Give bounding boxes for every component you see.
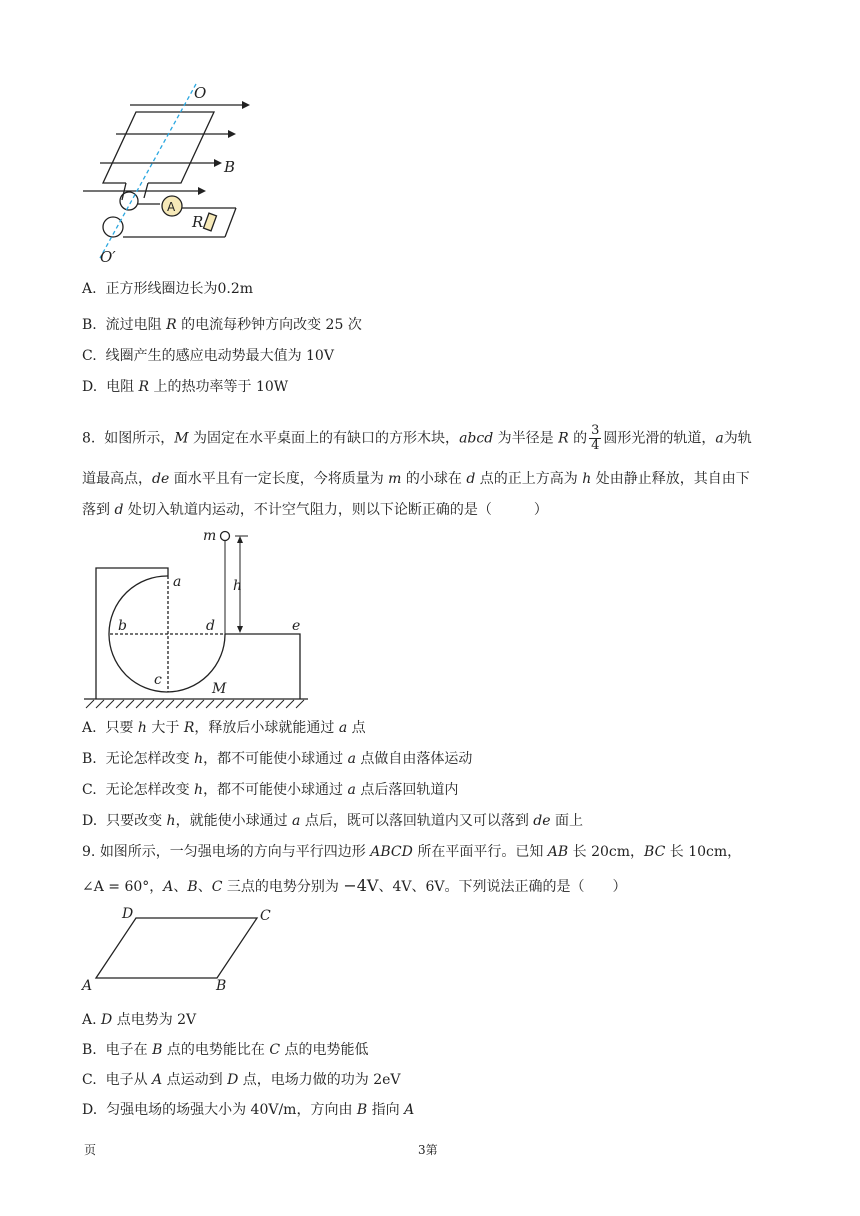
fig8-label-d: d xyxy=(206,618,215,634)
q7-option-a: A. 正方形线圈边长为0.2m xyxy=(82,281,254,297)
fig8-label-a: a xyxy=(173,574,182,590)
q8-stem-line2: 道最高点，de 面水平且有一定长度，今将质量为 m 的小球在 d 点的正上方高为 h 处由静止释放，其自由下 xyxy=(82,471,750,487)
figure-q8-track xyxy=(82,526,314,710)
q9-option-d: D. 匀强电场的场强大小为 40V/m，方向由 B 指向 A xyxy=(82,1102,415,1118)
q7-option-c: C. 线圈产生的感应电动势最大值为 10V xyxy=(82,348,334,364)
q8-stem-line3: 落到 d 处切入轨道内运动，不计空气阻力，则以下论断正确的是（ ） xyxy=(82,502,548,518)
fig7-label-B: B xyxy=(224,158,236,176)
q8-option-c: C. 无论怎样改变 h，都不可能使小球通过 a 点后落回轨道内 xyxy=(82,782,459,798)
fig8-label-c: c xyxy=(154,672,162,688)
footer-left: 页 xyxy=(84,1143,97,1157)
q9-option-c: C. 电子从 A 点运动到 D 点，电场力做的功为 2eV xyxy=(82,1072,401,1088)
q8-option-a: A. 只要 h 大于 R，释放后小球就能通过 a 点 xyxy=(82,720,366,736)
fig9-label-D: D xyxy=(122,906,134,922)
footer-page-number: 3第 xyxy=(418,1143,438,1157)
angle-a-math: ∠A = 60° xyxy=(82,879,150,895)
fig8-label-e: e xyxy=(292,618,301,634)
fig7-label-R: R xyxy=(192,213,204,231)
figure-q7-coil xyxy=(78,80,268,266)
q9-stem-line2: ∠A = 60°，A、B、C 三点的电势分别为 −4V、4V、6V。下列说法正确的是（ ） xyxy=(82,876,627,895)
q8-option-d: D. 只要改变 h，就能使小球通过 a 点后，既可以落回轨道内又可以落到 de 面上 xyxy=(82,813,583,829)
fig9-label-C: C xyxy=(260,908,271,924)
q9-stem-line1: 9. 如图所示，一匀强电场的方向与平行四边形 ABCD 所在平面平行。已知 AB 长 20cm，BC 长 10cm， xyxy=(82,844,742,860)
fig7-ammeter-label: A xyxy=(167,200,176,214)
fig9-label-B: B xyxy=(216,978,227,994)
fig8-label-h: h xyxy=(233,578,243,594)
fraction-three-quarters: $\frac{3}{4}$ xyxy=(591,423,600,453)
fig8-label-b: b xyxy=(118,618,127,634)
q8-stem-line1: 8. 如图所示，M 为固定在水平桌面上的有缺口的方形木块，abcd 为半径是 R 的 $\frac{3}{4}$ 圆形光滑的轨道，a为轨 xyxy=(82,423,752,453)
fig9-label-A: A xyxy=(82,978,93,994)
fig7-label-O-prime: O′ xyxy=(100,248,116,266)
fig8-label-M: M xyxy=(212,681,227,697)
q8-option-b: B. 无论怎样改变 h，都不可能使小球通过 a 点做自由落体运动 xyxy=(82,751,473,767)
fig8-label-m: m xyxy=(203,528,217,544)
q9-option-b: B. 电子在 B 点的电势能比在 C 点的电势能低 xyxy=(82,1042,369,1058)
q7-option-b: B. 流过电阻 R 的电流每秒钟方向改变 25 次 xyxy=(82,317,362,333)
fig7-label-O: O xyxy=(194,84,207,102)
q7-option-d: D. 电阻 R 上的热功率等于 10W xyxy=(82,379,289,395)
figure-q9-parallelogram xyxy=(80,904,280,996)
q9-option-a: A. D 点电势为 2V xyxy=(82,1012,197,1028)
